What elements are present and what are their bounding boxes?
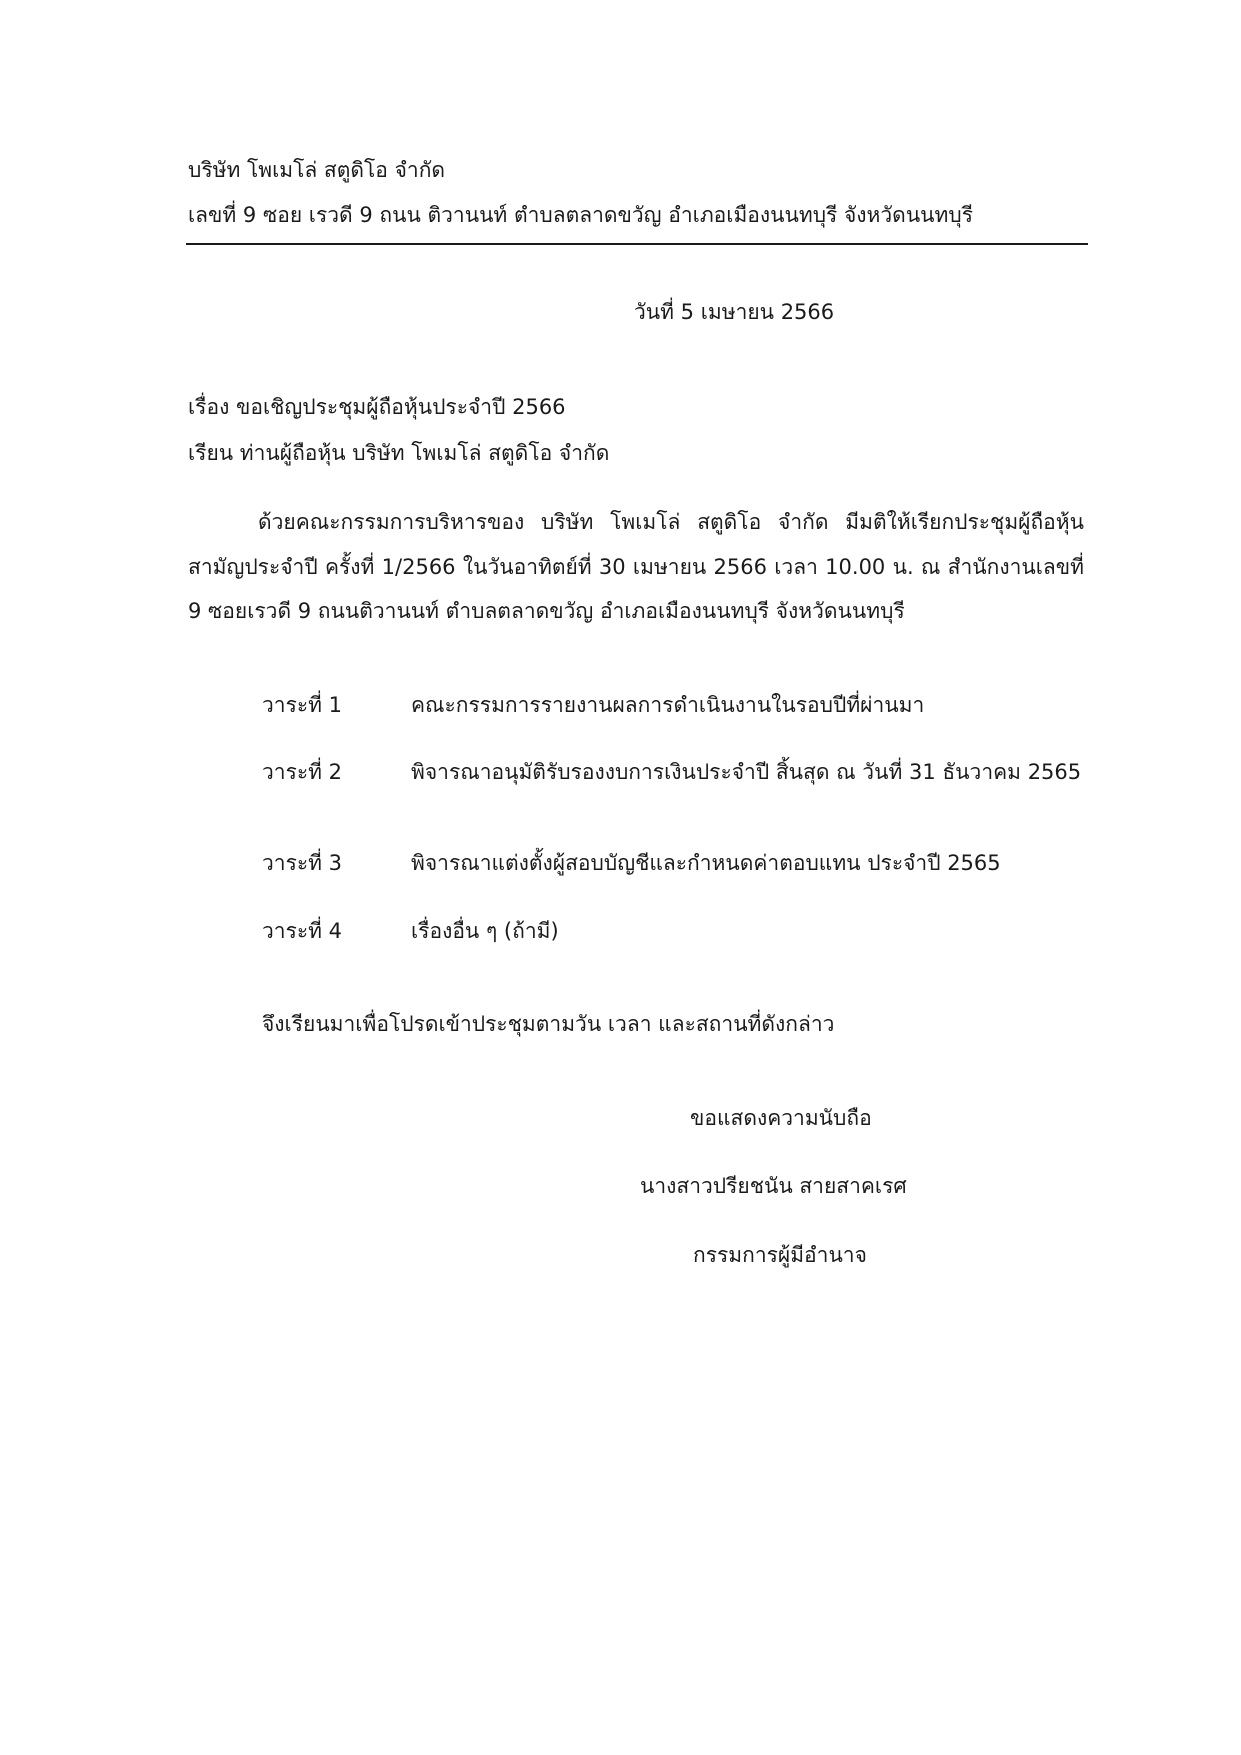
agenda-label: วาระที่ 3 bbox=[262, 851, 343, 875]
agenda-text: พิจารณาอนุมัติรับรองงบการเงินประจำปี สิ้นสุด ณ วันที่ 31 ธันวาคม 2565 bbox=[411, 760, 1082, 784]
body-line-1: ด้วยคณะกรรมการบริหารของ บริษัท โพเมโล่ สตูดิโอ จำกัด มีมติให้เรียกประชุมผู้ถือหุ้น bbox=[258, 510, 1084, 534]
agenda-label: วาระที่ 4 bbox=[262, 919, 343, 943]
agenda-text: พิจารณาแต่งตั้งผู้สอบบัญชีและกำหนดค่าตอบแทน ประจำปี 2565 bbox=[411, 851, 1001, 875]
signatory-position: กรรมการผู้มีอำนาจ bbox=[693, 1243, 867, 1267]
signature-salutation: ขอแสดงความนับถือ bbox=[690, 1106, 872, 1130]
letterhead-divider bbox=[186, 243, 1088, 245]
agenda-text: คณะกรรมการรายงานผลการดำเนินงานในรอบปีที่ผ่านมา bbox=[411, 693, 925, 717]
agenda-label: วาระที่ 1 bbox=[262, 693, 343, 717]
agenda-text: เรื่องอื่น ๆ (ถ้ามี) bbox=[411, 919, 559, 943]
closing-statement: จึงเรียนมาเพื่อโปรดเข้าประชุมตามวัน เวลา และสถานที่ดังกล่าว bbox=[262, 1012, 835, 1036]
agenda-label: วาระที่ 2 bbox=[262, 760, 343, 784]
signatory-name: นางสาวปรียชนัน สายสาคเรศ bbox=[640, 1174, 907, 1198]
company-name: บริษัท โพเมโล่ สตูดิโอ จำกัด bbox=[188, 158, 446, 182]
letter-date: วันที่ 5 เมษายน 2566 bbox=[634, 300, 835, 324]
letter-subject: เรื่อง ขอเชิญประชุมผู้ถือหุ้นประจำปี 2566 bbox=[188, 395, 566, 419]
body-line-3: 9 ซอยเรวดี 9 ถนนติวานนท์ ตำบลตลาดขวัญ อำเภอเมืองนนทบุรี จังหวัดนนทบุรี bbox=[188, 599, 905, 623]
letter-recipient: เรียน ท่านผู้ถือหุ้น บริษัท โพเมโล่ สตูดิโอ จำกัด bbox=[188, 441, 610, 465]
body-line-2: สามัญประจำปี ครั้งที่ 1/2566 ในวันอาทิตย์ที่ 30 เมษายน 2566 เวลา 10.00 น. ณ สำนักงานเลขที่ bbox=[188, 555, 1084, 579]
company-address: เลขที่ 9 ซอย เรวดี 9 ถนน ติวานนท์ ตำบลตลาดขวัญ อำเภอเมืองนนทบุรี จังหวัดนนทบุรี bbox=[188, 203, 973, 227]
body-paragraph bbox=[188, 508, 1084, 628]
